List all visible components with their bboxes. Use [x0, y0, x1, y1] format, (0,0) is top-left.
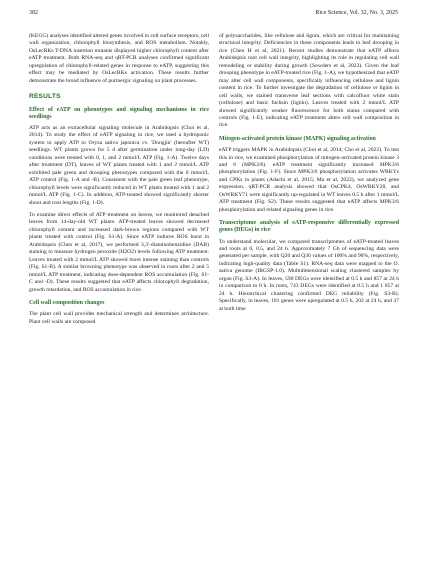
page-number: 382	[29, 10, 38, 16]
right-column	[219, 33, 399, 313]
section-heading-results: RESULTS	[29, 93, 61, 101]
subsection-heading: Transcriptome analysis of eATP-responsive differentially expressed genes (DEGs) in rice	[219, 220, 399, 234]
subsection-heading: Mitogen-activated protein kinase (MAPK) signaling activation	[219, 135, 376, 142]
paragraph: ATP acts as an extracellular signaling molecule in Arabidopsis (Choi et al, 2014). To study the effect of eATP signaling in rice, we used a hydroponic system to apply ATP to Oryza sativa japonica cv. 'Dongjin' (hereafter WT) seedlings. WT plants grown for 5 d after germination under long-day (LD) conditions were treated with 0, 1, and 2 mmol/L ATP (Fig. 1-A). Twelve days after treatment (DT), leaves of WT plants treated with 1 and 2 mmol/L ATP exhibited pale green and drooping phenotypes compared with the 0 mmol/L ATP control (Fig. 1-A and -B). Consistent with the pale green leaf phenotype, chlorophyll levels were significantly reduced in WT plants treated with 1 and 2 mmol/L ATP (Fig. 1-C). In addition, ATP-treated showed significantly shorter shoot and root lengths (Fig. 1-D).	[29, 125, 209, 206]
paragraph: of polysaccharides, like cellulose and lignin, which are critical for maintaining structural integrity. Deficiencies in these components leads to leaf drooping in rice (Chen H et al, 2021). Recent studies demonstrate that eATP affects Arabidopsis root cell wall integrity, highlighting its role in regulating cell wall remodeling or stability during growth (Sowders et al, 2023). Given the leaf drooping phenotype in eATP-treated rice (Fig. 1-A), we hypothesized that eATP may alter cell wall components, specifically influencing cellulose and lignin content in rice. To further investigate the degradation of cellulose or lignin in cell walls, we stained transverse leaf sections with calcofluor white stain (cellulose) and basic fuchsin (lignin). Leaves treated with 2 mmol/L ATP showed significantly weaker fluorescence for both stains compared with controls (Fig. 1-E), indicating eATP treatment alters cell wall composition in rice.	[219, 33, 399, 129]
paragraph: To examine direct effects of ATP treatment on leaves, we monitored detached leaves from 14-day-old WT plants. ATP-treated leaves showed decreased chlorophyll content and increased dark-brown regions compared with WT plants treated with control (Fig. S1-A). Since eATP induces ROS burst in Arabidopsis (Chen et al, 2017), we performed 3,3'-diaminobenzidine (DAB) staining to measure hydrogen peroxide (H2O2) levels following ATP treatment. Leaves treated with 2 mmol/L ATP showed more intense staining than controls (Fig. S1-B). A similar browning phenotype was observed in roots after 2 and 5 mmol/L ATP treatment, indicating dose-dependent ROS accumulation (Fig. S1-C and -D). These results suggested that eATP affects chlorophyll degradation, growth retardation, and ROS accumulation in rice.	[29, 212, 209, 293]
paragraph: eATP triggers MAPK in Arabidopsis (Choi et al, 2014; Cho et al, 2022). To test this in rice, we examined phosphorylation of mitogen-activated protein kinase 3 and 6 (MPK3/6). eATP treatment significantly increased MPK3/6 phosphorylation (Fig. 1-F). Since MPK3/6 phosphorylation activates WRKYs and CPKs in plants (Adachi et al, 2015; Ma et al, 2022), we analyzed gene expression. qRT-PCR analysis showed that OsCPK4, OsWRKY28, and OsWRKY71 were significantly up-regulated in WT leaves 0.5 h after 1 mmol/L ATP treatment (Fig. S2). These results suggested that eATP affects MPK3/6 phosphorylation and related signaling genes in rice.	[219, 147, 399, 213]
left-column	[29, 33, 209, 326]
paragraph: (KEGG) analyses identified altered genes involved in cell surface receptors, cell wall organization, chlorophyll biosynthesis, and ROS metabolism. Notably, OsLecRKs T-DNA insertion mutants displayed higher chlorophyll content after eATP treatment. Both RNA-seq and qRT-PCR analyses confirmed significant upregulation of chlorophyll-related genes in response to eATP, suggesting this effect may be mediated by OsLecRKs activation. These results further demonstrate the broad influence of purinergic signaling on plant processes.	[29, 33, 209, 84]
journal-citation: Rice Science, Vol. 32, No. 3, 2025	[315, 10, 398, 16]
subsection-heading: Effect of eATP on phenotypes and signaling mechanisms in rice seedlings	[29, 106, 209, 120]
subsection-heading: Cell wall composition changes	[29, 300, 105, 306]
paragraph: To understand molecular, we compared transcriptomes of eATP-treated leaves and roots at 0, 0.5, and 24 h. Approximately 7 Gb of sequencing data were generated per sample, with Q20 and Q30 values of 100% and 90%, respectively, indicating high-quality data (Table S1). RNA-seq data were mapped to the O. sativa genome (IRGSP-1.0). Multidimensional scaling clustered samples by organ (Fig. S3-A). In leaves, 590 DEGs were identified at 0.5 h and 857 at 24 h in comparison to 0 h. In roots, 743 DEGs were identified at 0.5 h and 1 857 at 24 h. Hierarchical clustering confirmed DEG reliability (Fig. S3-B). Specifically, in leaves, 181 genes were upregulated at 0.5 h, 202 at 24 h, and 37 at both time	[219, 238, 399, 312]
paragraph: The plant cell wall provides mechanical strength and determines architecture. Plant cell walls are composed	[29, 311, 209, 325]
page-header	[29, 10, 398, 22]
